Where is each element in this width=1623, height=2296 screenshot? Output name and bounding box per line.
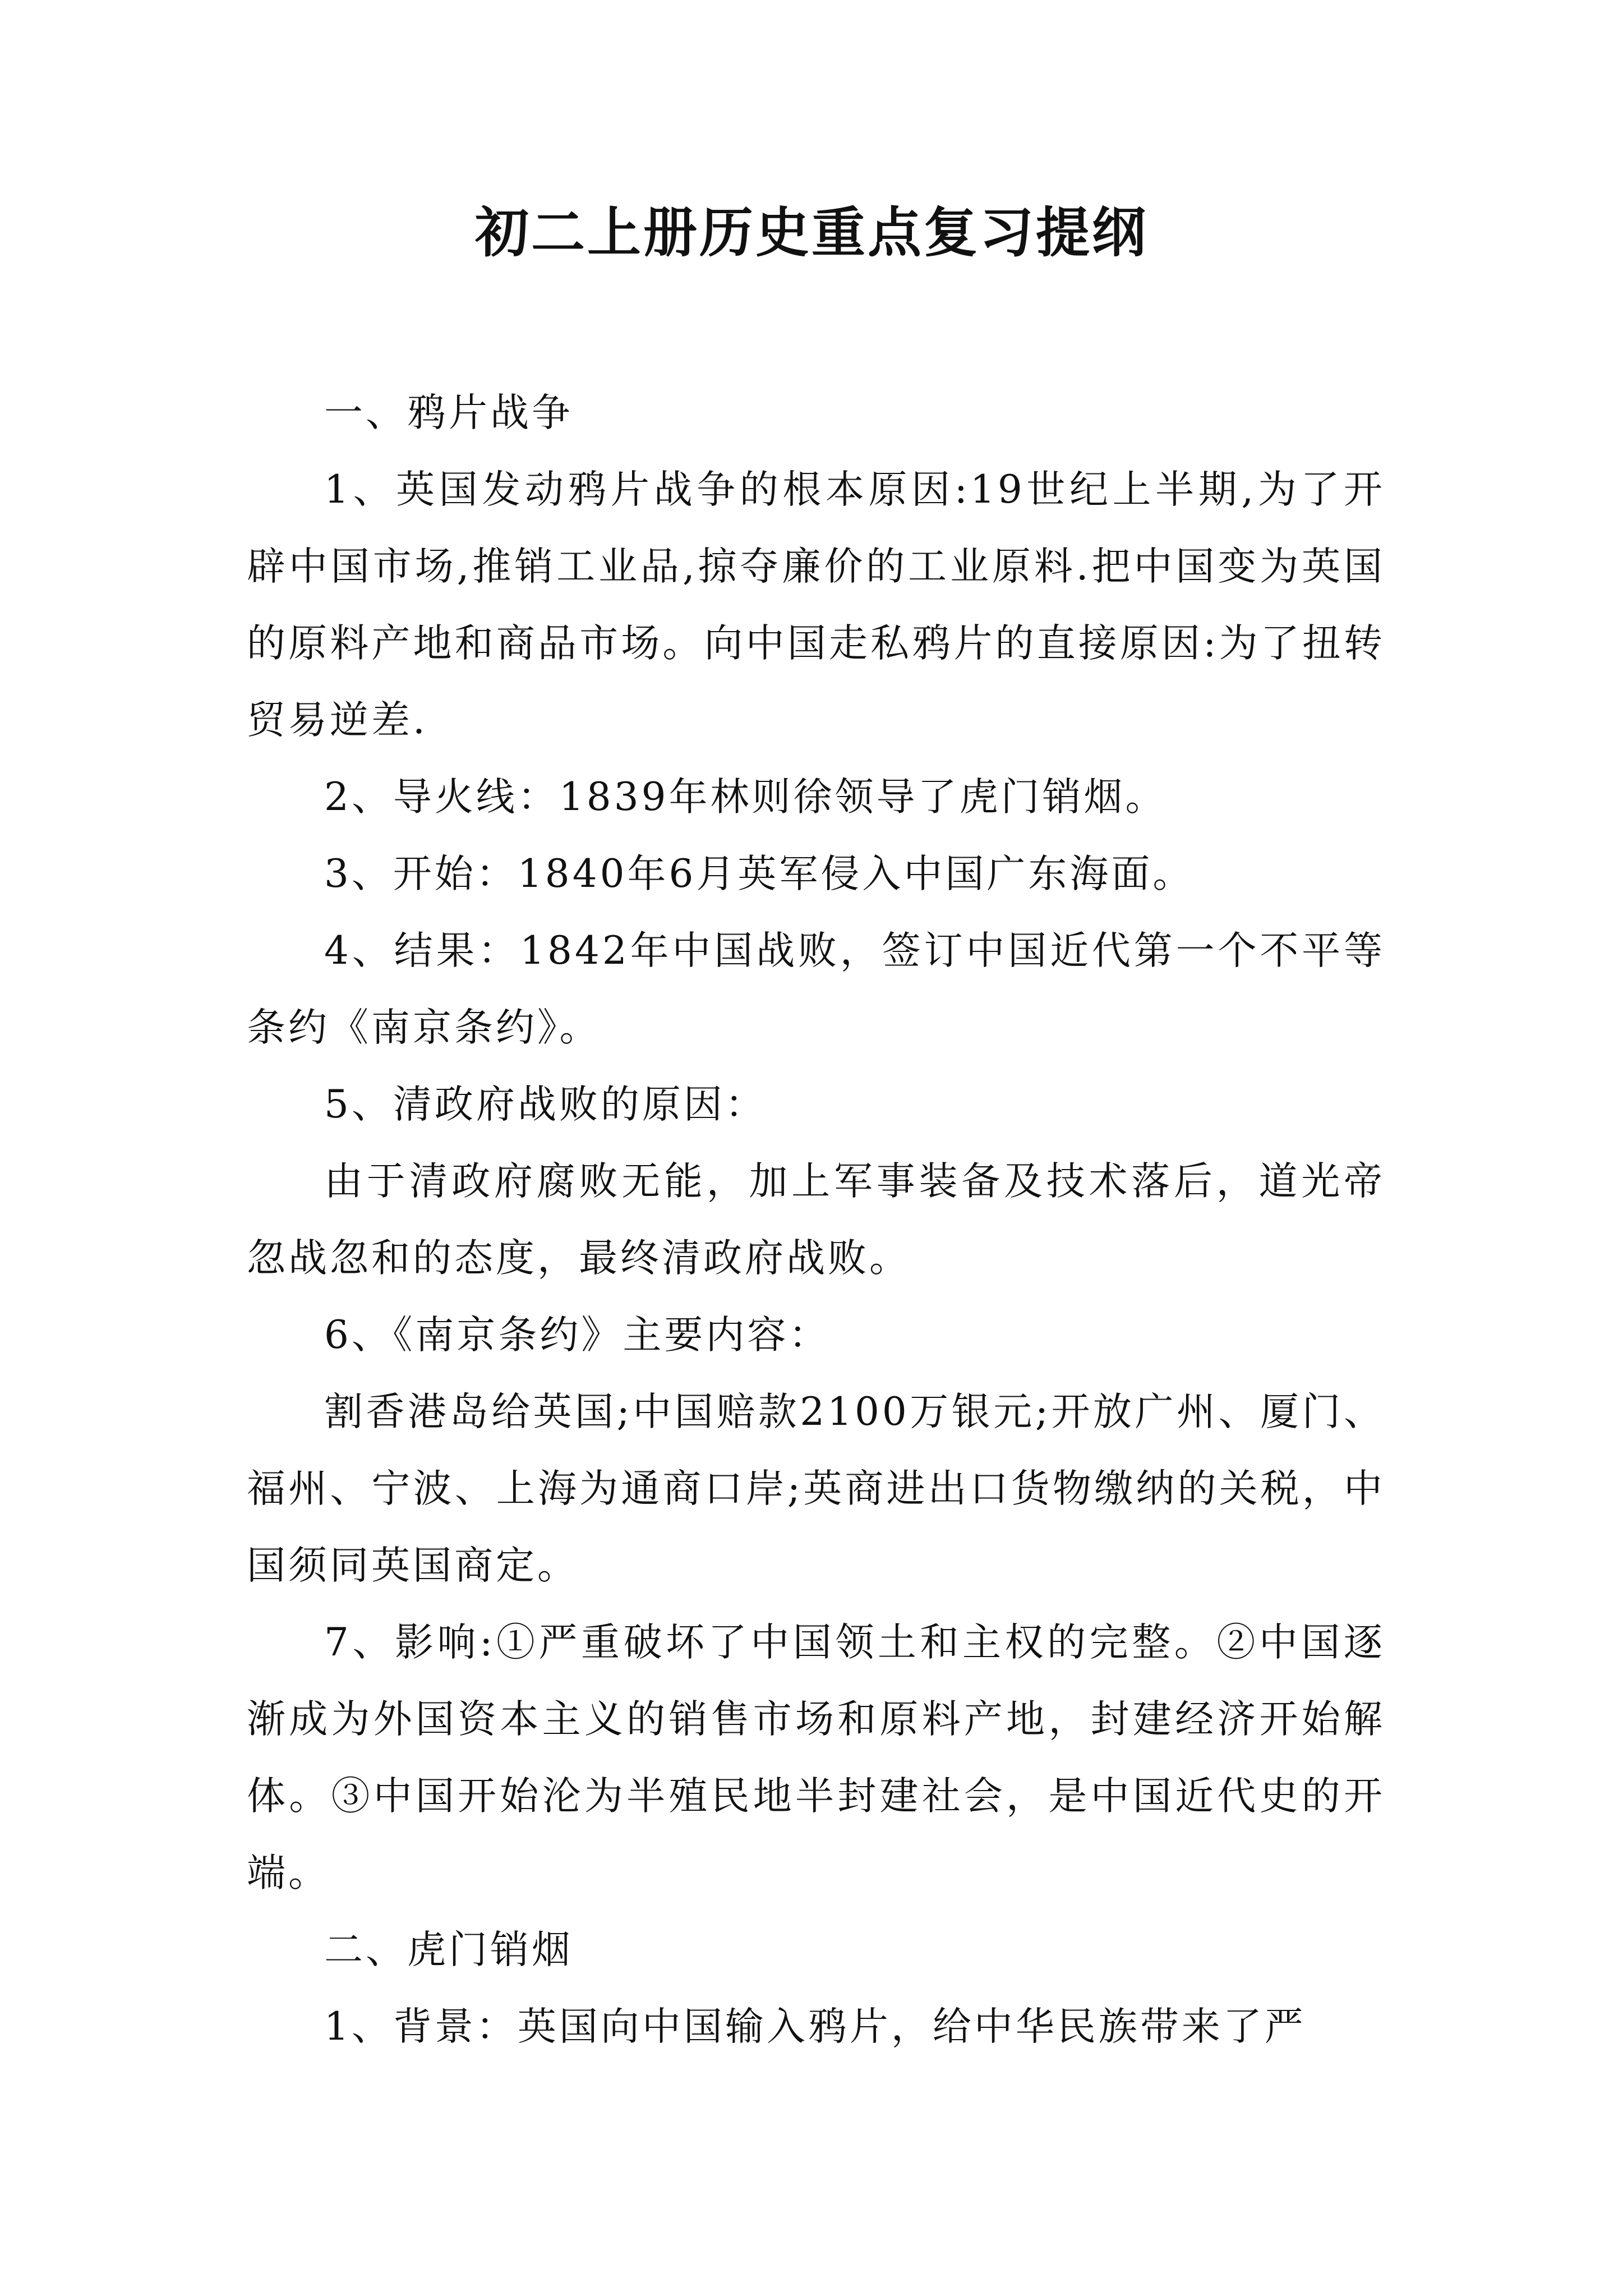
paragraph-defeat-reason-heading: 5、清政府战败的原因： bbox=[324, 1082, 767, 1127]
paragraph-fuse: 2、导火线：1839年林则徐领导了虎门销烟。 bbox=[324, 775, 1167, 820]
section-heading-opium-war: 一、鸦片战争 bbox=[324, 390, 573, 435]
document-body bbox=[247, 375, 1385, 2065]
paragraph-impact: 7、影响:①严重破坏了中国领土和主权的完整。②中国逐渐成为外国资本主义的销售市场和原料产地，封建经济开始解体。③中国开始沦为半殖民地半封建社会，是中国近代史的开端。 bbox=[247, 1620, 1385, 1895]
section-heading-humen: 二、虎门销烟 bbox=[324, 1927, 573, 1972]
paragraph-background: 1、背景：英国向中国输入鸦片，给中华民族带来了严 bbox=[324, 2004, 1306, 2049]
paragraph-treaty-content: 割香港岛给英国;中国赔款2100万银元;开放广州、厦门、福州、宁波、上海为通商口岸;英商进出口货物缴纳的关税，中国须同英国商定。 bbox=[247, 1389, 1385, 1588]
paragraph-defeat-reason: 由于清政府腐败无能，加上军事装备及技术落后，道光帝忽战忽和的态度，最终清政府战败。 bbox=[247, 1159, 1385, 1281]
paragraph-result: 4、结果：1842年中国战败，签订中国近代第一个不平等条约《南京条约》。 bbox=[247, 928, 1385, 1050]
paragraph-treaty-heading: 6、《南京条约》主要内容： bbox=[324, 1313, 831, 1358]
paragraph-start: 3、开始：1840年6月英军侵入中国广东海面。 bbox=[324, 852, 1195, 896]
document-title: 初二上册历史重点复习提纲 bbox=[475, 201, 1148, 264]
paragraph-root-cause: 1、英国发动鸦片战争的根本原因:19世纪上半期,为了开辟中国市场,推销工业品,掠夺廉价的工业原料.把中国变为英国的原料产地和商品市场。向中国走私鸦片的直接原因:为了扭转贸易逆差. bbox=[247, 467, 1385, 743]
